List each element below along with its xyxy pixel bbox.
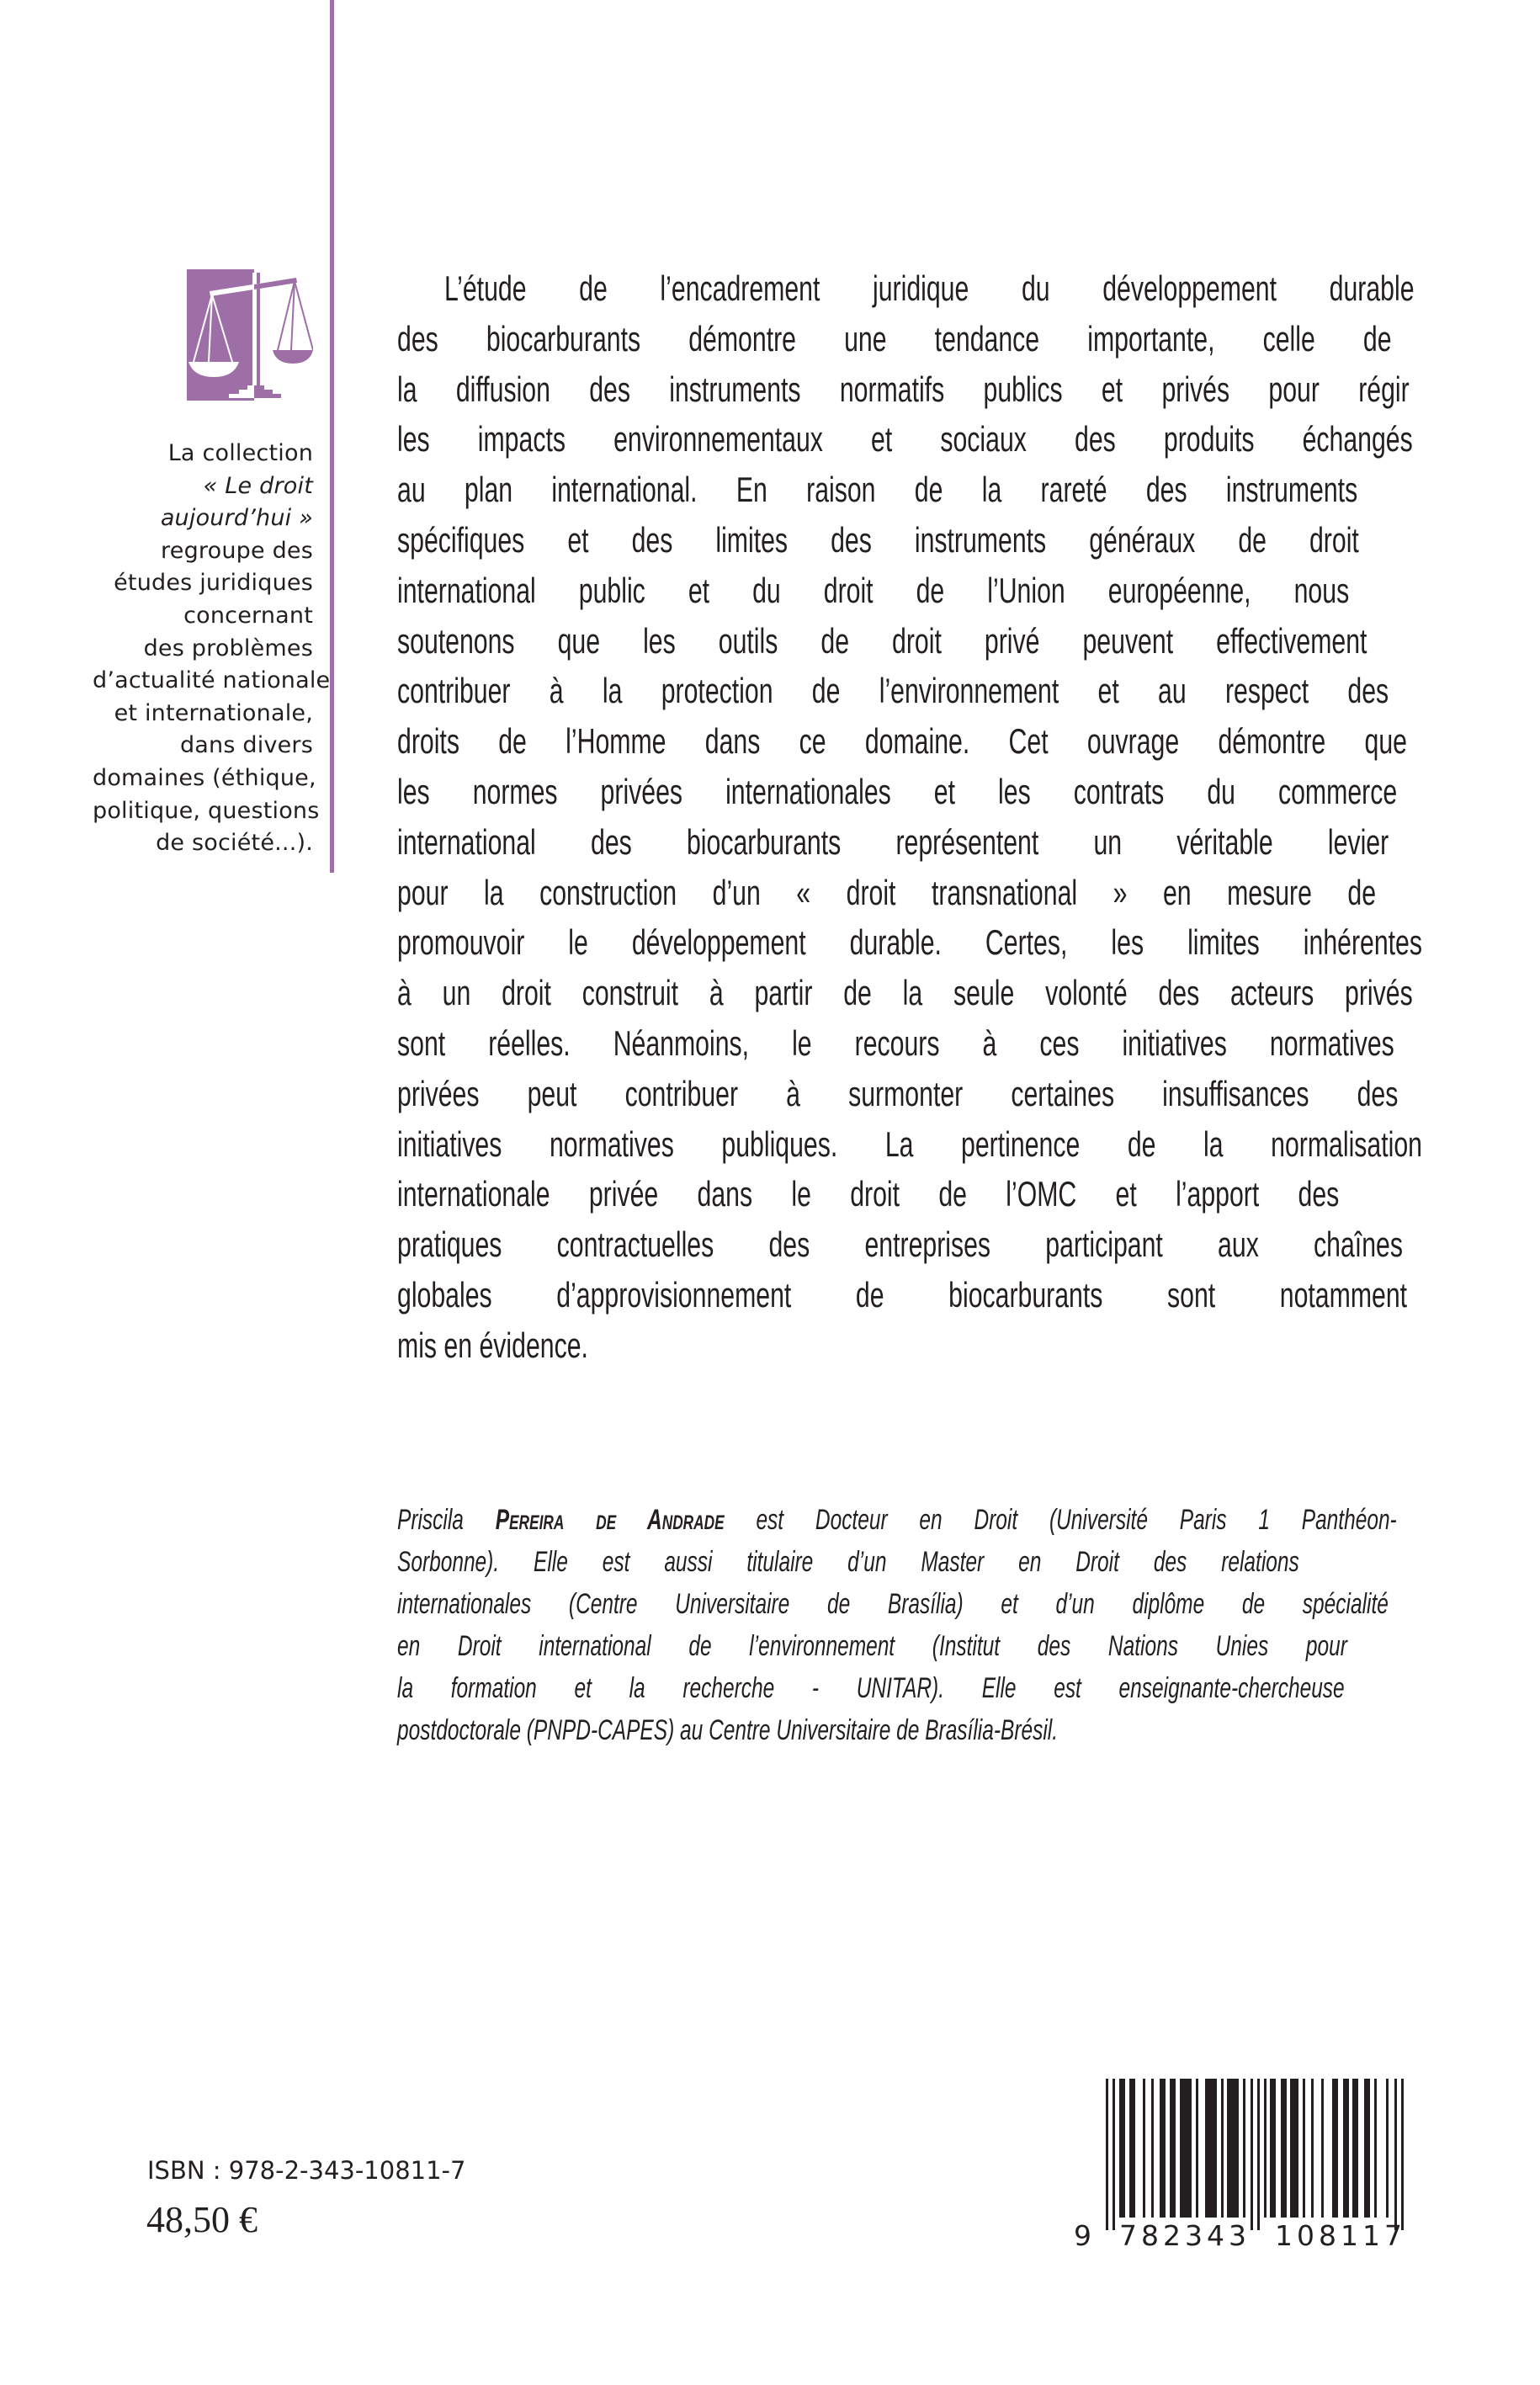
bio-line: la formation et la recherche - UNITAR). Elle est enseignante-chercheuse [397, 1672, 1345, 1704]
collection-line: regroupe des [161, 537, 313, 564]
summary-line: soutenons que les outils de droit privé peuvent effectivement [397, 620, 1367, 661]
summary-line: mis en évidence. [397, 1325, 588, 1365]
summary-line: contribuer à la protection de l’environnement et au respect des [397, 671, 1389, 711]
summary-line: promouvoir le développement durable. Certes, les limites inhérentes [397, 922, 1423, 963]
summary-line: initiatives normatives publiques. La pertinence de la normalisation [397, 1123, 1423, 1164]
collection-line: des problèmes [143, 635, 313, 661]
book-summary [397, 263, 1422, 1371]
collection-line: La collection [167, 440, 313, 466]
collection-line: d’actualité nationale [93, 667, 331, 694]
collection-line: études juridiques [114, 570, 313, 597]
scales-of-justice-icon [187, 269, 313, 401]
summary-line: globales d’approvisionnement de biocarburants sont notamment [397, 1274, 1408, 1315]
barcode-right-digits: 108117 [1275, 2219, 1406, 2252]
summary-line: international des biocarburants représentent un véritable levier [397, 821, 1389, 862]
summary-line: pour la construction d’un « droit transnational » en mesure de [397, 872, 1377, 912]
collection-line: de société...). [156, 830, 313, 857]
collection-line: dans divers [179, 732, 313, 759]
collection-line: concernant [183, 602, 313, 629]
summary-line: sont réelles. Néanmoins, le recours à ces initiatives normatives [397, 1023, 1394, 1063]
summary-line: internationale privée dans le droit de l’OMC et l’apport des [397, 1174, 1340, 1214]
bio-line: en Droit international de l’environnement (Institut des Nations Unies pour [397, 1630, 1347, 1662]
collection-line: domaines (éthique, [93, 764, 316, 791]
collection-title-line: aujourd’hui » [160, 505, 313, 532]
summary-line: les normes privées internationales et les contrats du commerce [397, 771, 1398, 811]
summary-line: international public et du droit de l’Union européenne, nous [397, 570, 1350, 610]
barcode-left-digits: 782343 [1119, 2219, 1251, 2252]
accent-vertical-rule [330, 0, 334, 873]
barcode-lead-digit: 9 [1074, 2219, 1096, 2252]
author-first-name: Priscila [397, 1504, 464, 1536]
summary-line: spécifiques et des limites des instruments généraux de droit [397, 519, 1359, 560]
author-last-name: Pereira de Andrade [495, 1504, 725, 1536]
summary-line: au plan international. En raison de la rareté des instruments [397, 470, 1358, 510]
collection-description [93, 438, 331, 860]
isbn: ISBN : 978-2-343-10811-7 [147, 2156, 466, 2185]
bio-line: postdoctorale (PNPD-CAPES) au Centre Universitaire de Brasília-Brésil. [397, 1714, 1059, 1746]
summary-line: la diffusion des instruments normatifs publics et privés pour régir [397, 369, 1410, 409]
author-biography [397, 1499, 1422, 1751]
collection-title-line: « Le droit [203, 472, 313, 499]
bio-text: est Docteur en Droit (Université Paris 1 Panthéon- [756, 1504, 1397, 1536]
price: 48,50 € [146, 2199, 258, 2240]
bio-line: internationales (Centre Universitaire de Brasília) et d’un diplôme de spécialité [397, 1588, 1389, 1620]
collection-line: politique, questions [93, 797, 320, 824]
summary-line: droits de l’Homme dans ce domaine. Cet ouvrage démontre que [397, 721, 1407, 762]
summary-line: pratiques contractuelles des entreprises participant aux chaînes [397, 1224, 1403, 1265]
bio-line: Sorbonne). Elle est aussi titulaire d’un Master en Droit des relations [397, 1546, 1299, 1578]
summary-line: privées peut contribuer à surmonter certaines insuffisances des [397, 1073, 1399, 1113]
summary-line: L’étude de l’encadrement juridique du développement durable [444, 268, 1415, 308]
summary-line: les impacts environnementaux et sociaux des produits échangés [397, 419, 1413, 459]
collection-line: et internationale, [114, 699, 313, 726]
bio-line [397, 1499, 1422, 1541]
summary-line: des biocarburants démontre une tendance importante, celle de [397, 318, 1392, 359]
summary-line: à un droit construit à partir de la seule volonté des acteurs privés [397, 973, 1413, 1013]
